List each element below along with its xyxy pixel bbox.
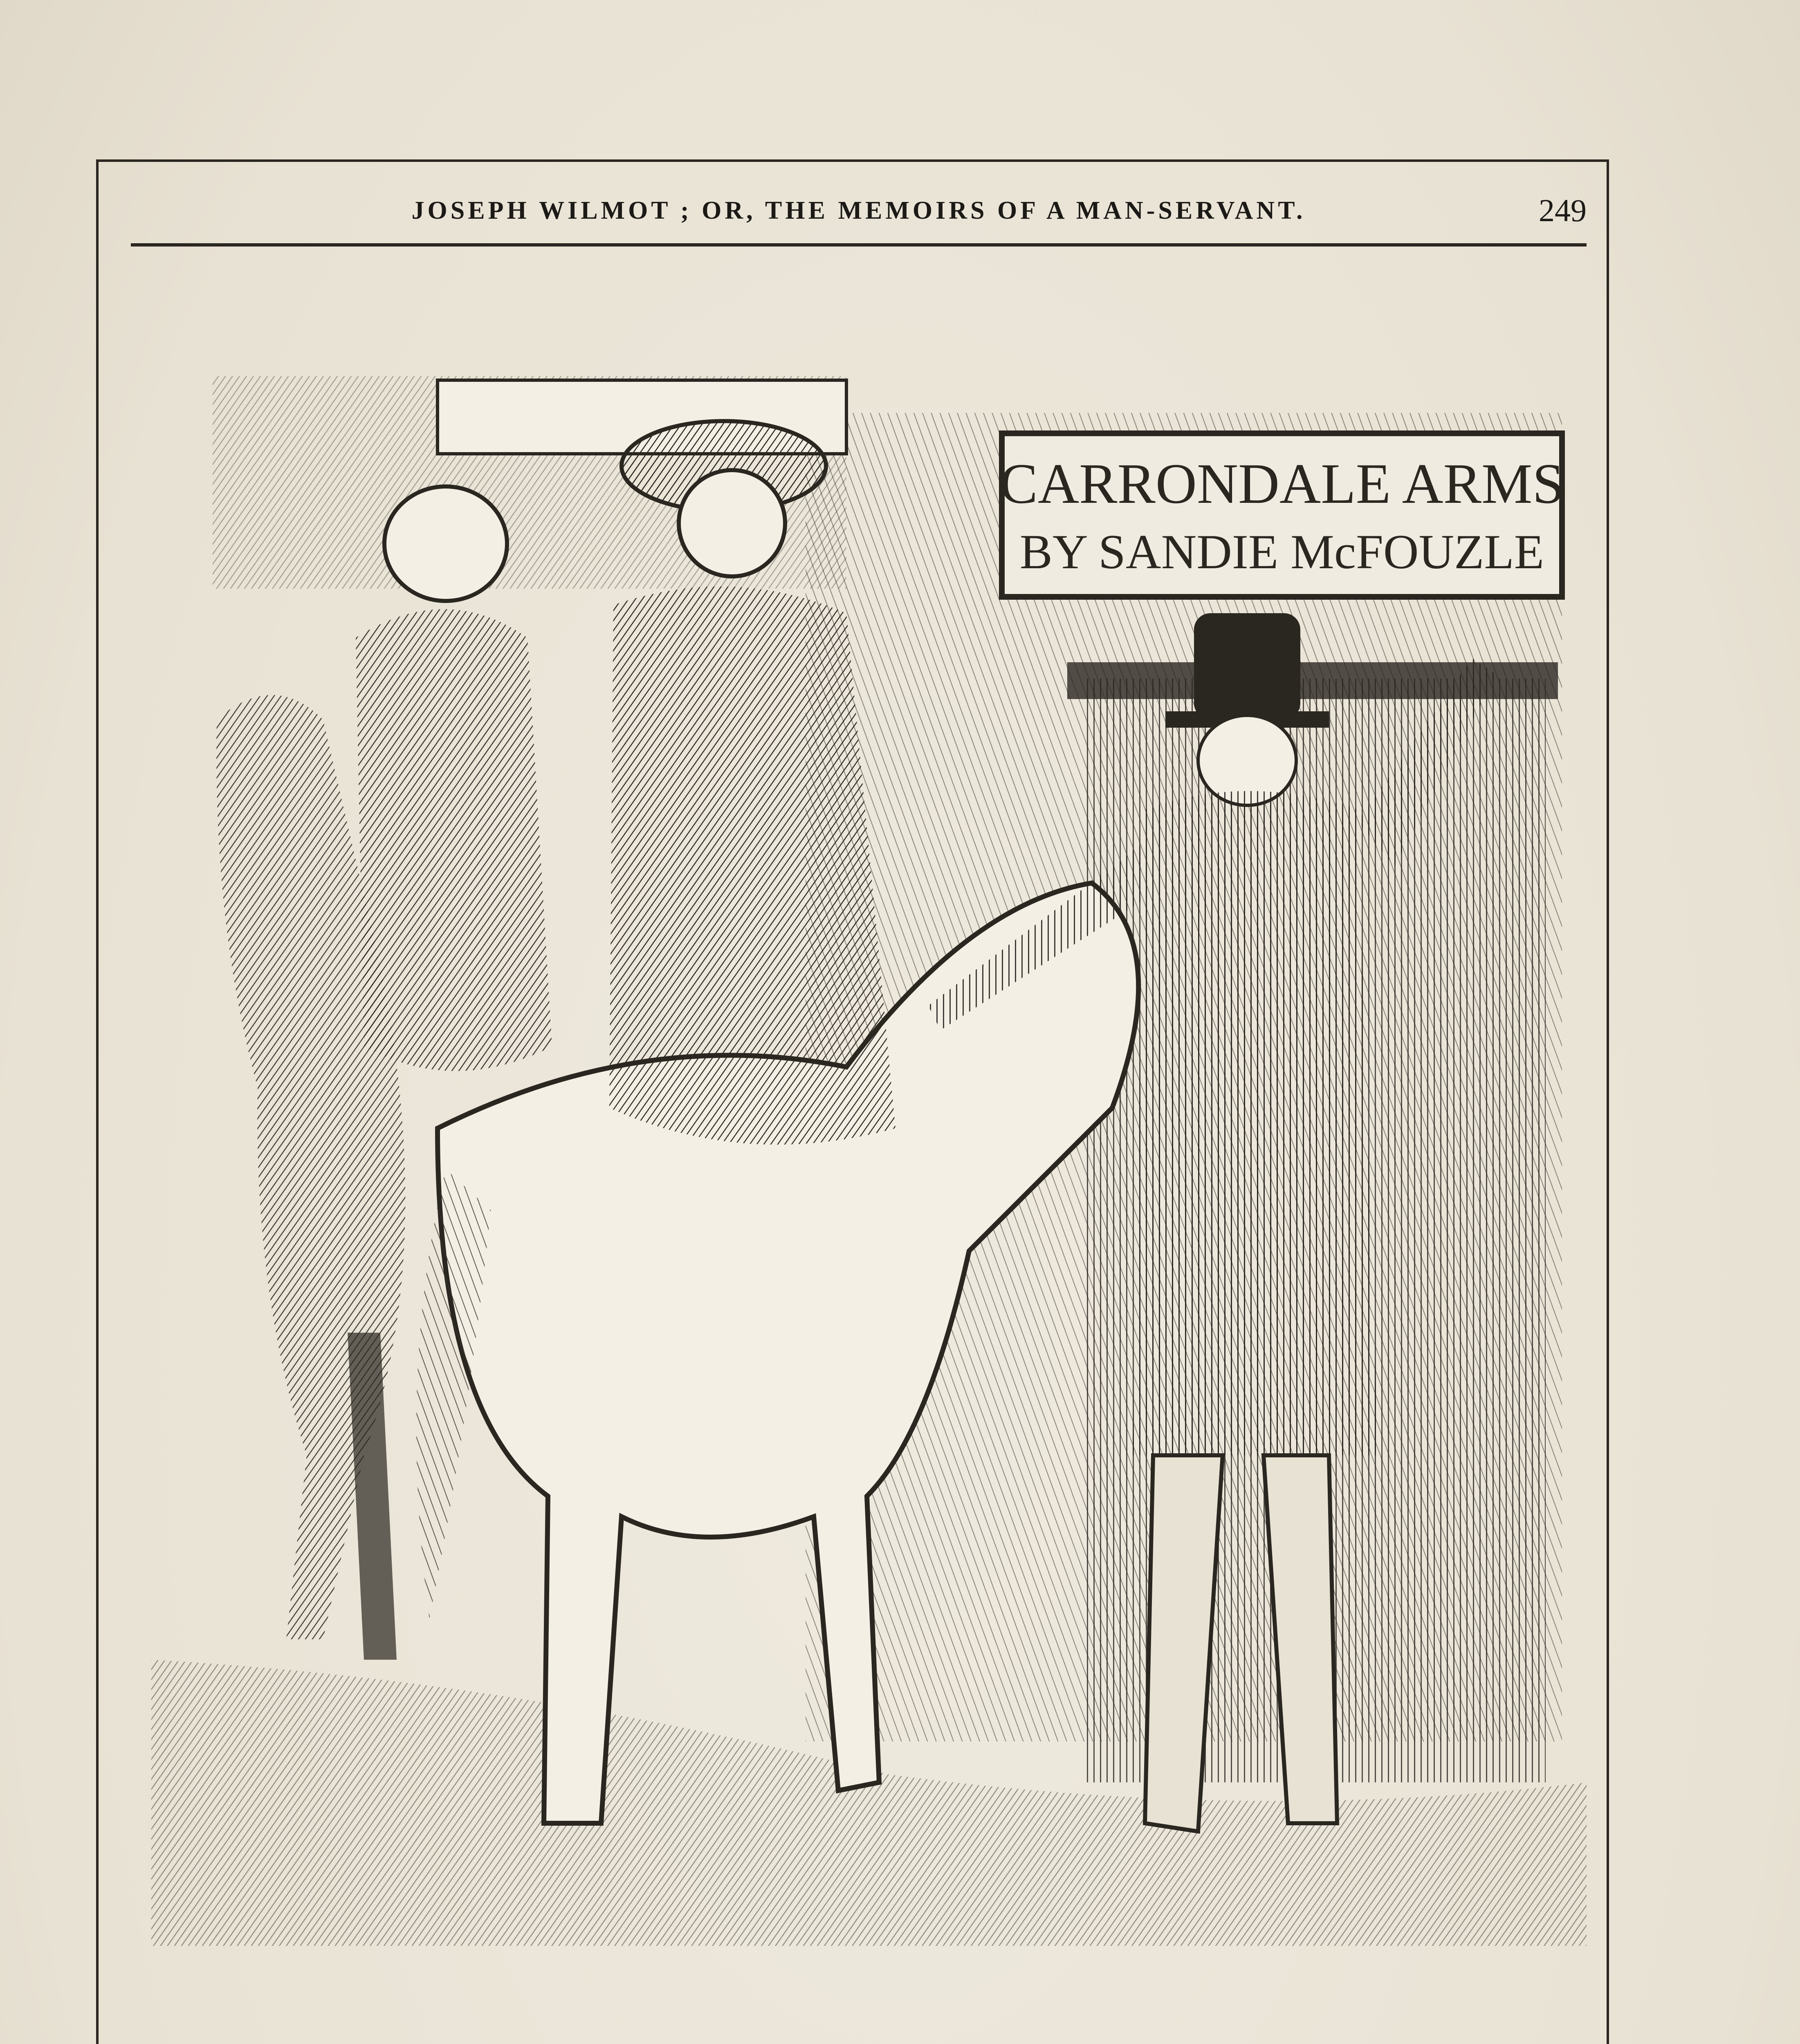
running-title: JOSEPH WILMOT ; OR, THE MEMOIRS OF A MAN-SERVANT. bbox=[411, 197, 1306, 224]
header-rule bbox=[131, 243, 1587, 247]
inn-sign bbox=[1000, 433, 1564, 597]
engraving-svg bbox=[151, 352, 1587, 1946]
page-header bbox=[131, 192, 1587, 241]
sign-line1: CARRONDALE ARMS bbox=[999, 452, 1564, 515]
page-number: 249 bbox=[1539, 193, 1587, 228]
engraving-illustration bbox=[151, 352, 1587, 1946]
sign-line2: BY SANDIE McFOUZLE bbox=[1019, 524, 1544, 579]
